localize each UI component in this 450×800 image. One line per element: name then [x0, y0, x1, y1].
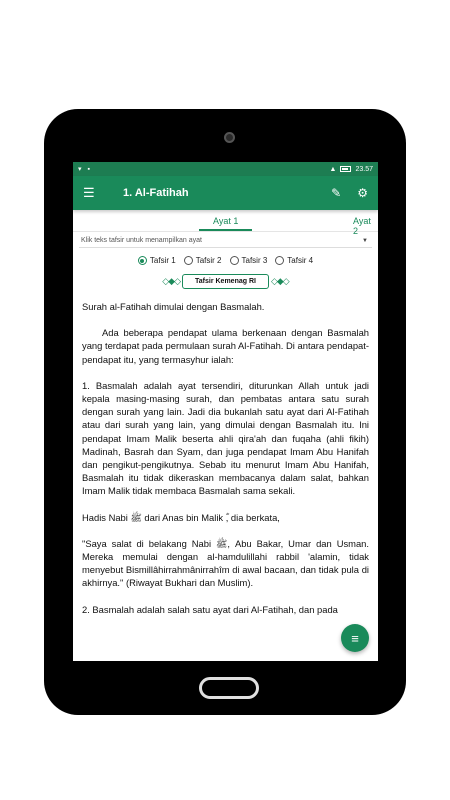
paragraph: Ada beberapa pendapat ulama berkenaan dengan Basmalah yang terdapat pada permulaan surah Al-Fatihah. Di antara pendapat-pendapat itu, yang termasyhur ialah:: [82, 327, 369, 365]
status-time: 23.57: [355, 165, 373, 173]
camera: [224, 132, 235, 143]
tab-ayat-2[interactable]: Ayat 2: [353, 216, 371, 236]
status-bar: [73, 162, 378, 176]
tafsir-text[interactable]: [73, 300, 378, 616]
radio-circle-icon: [275, 256, 284, 265]
app-bar: [73, 176, 378, 210]
page-title: 1. Al-Fatihah: [123, 187, 189, 199]
tab-ayat-1[interactable]: Ayat 1: [213, 216, 239, 226]
list-icon[interactable]: ☰: [83, 185, 95, 200]
paragraph: 1. Basmalah adalah ayat tersendiri, diturunkan Allah untuk jadi kepala masing-masing surah, dan pembatas antara satu surah dengan surah yang lain. Jadi dia bukanlah satu ayat dari Al-Fatihah atau dari surah yang lain, yang dimulai dengan Basmalah itu. Ini pendapat Imam Malik beserta ahli qira'ah dan fuqaha (ahli fikih) Madinah, Basrah dan Syam, dan juga pendapat Imam Abu Hanifah dan pengikut-pengikutnya. Sebab itu menurut Imam Abu Hanifah, Basmalah itu tidak dikeraskan membacanya dalam salat, bahkan Imam Malik tidak membaca Basmalah sama sekali.: [82, 379, 369, 497]
radio-circle-icon: [138, 256, 147, 265]
notification-icon: ▾: [78, 166, 82, 173]
battery-icon: [340, 166, 351, 172]
gear-icon[interactable]: ⚙: [357, 186, 368, 200]
tafsir-radio-group: [73, 256, 378, 265]
edit-note-icon[interactable]: ✎: [331, 186, 342, 200]
radio-circle-icon: [230, 256, 239, 265]
signal-icon: ▲: [329, 165, 337, 173]
tafsir-source-banner: [73, 274, 378, 289]
tafsir-dropdown[interactable]: [79, 234, 372, 248]
radio-tafsir-3[interactable]: [230, 256, 268, 265]
radio-tafsir-4[interactable]: [275, 256, 313, 265]
radio-label: Tafsir 2: [195, 256, 222, 265]
menu-icon[interactable]: ≡: [341, 624, 369, 652]
home-button[interactable]: [199, 677, 259, 699]
radio-tafsir-2[interactable]: [184, 256, 222, 265]
radio-circle-icon: [184, 256, 193, 265]
android-icon: ▪: [87, 165, 90, 173]
radio-label: Tafsir 1: [149, 256, 176, 265]
dropdown-value: Klik teks tafsir untuk menampilkan ayat: [81, 237, 202, 244]
chevron-down-icon: ▼: [362, 237, 368, 244]
app-screen: [73, 162, 378, 661]
paragraph: Hadis Nabi ﷺ dari Anas bin Malik ؓ, dia berkata,: [82, 511, 280, 523]
paragraph: Surah al-Fatihah dimulai dengan Basmalah.: [82, 301, 265, 312]
ornament-right-icon: ◇◆◇: [270, 276, 289, 286]
ornament-left-icon: ◇◆◇: [162, 276, 181, 286]
tafsir-source-label: Tafsir Kemenag RI: [182, 274, 269, 289]
ayat-tabs: [73, 210, 378, 236]
paragraph: "Saya salat di belakang Nabi ﷺ, Abu Bakar, Umar dan Usman. Mereka memulai dengan al-hamdulillahi rabbil 'alamin, tidak menyebut Bismillâhirrahmânirrahîm di awal bacaan, dan tidak pula di akhirnya." (Riwayat Bukhari dan Muslim).: [82, 537, 370, 589]
paragraph: 2. Basmalah adalah salah satu ayat dari Al-Fatihah, dan pada: [82, 603, 338, 615]
radio-label: Tafsir 3: [241, 256, 268, 265]
radio-tafsir-1[interactable]: [138, 256, 176, 265]
radio-label: Tafsir 4: [287, 256, 314, 265]
